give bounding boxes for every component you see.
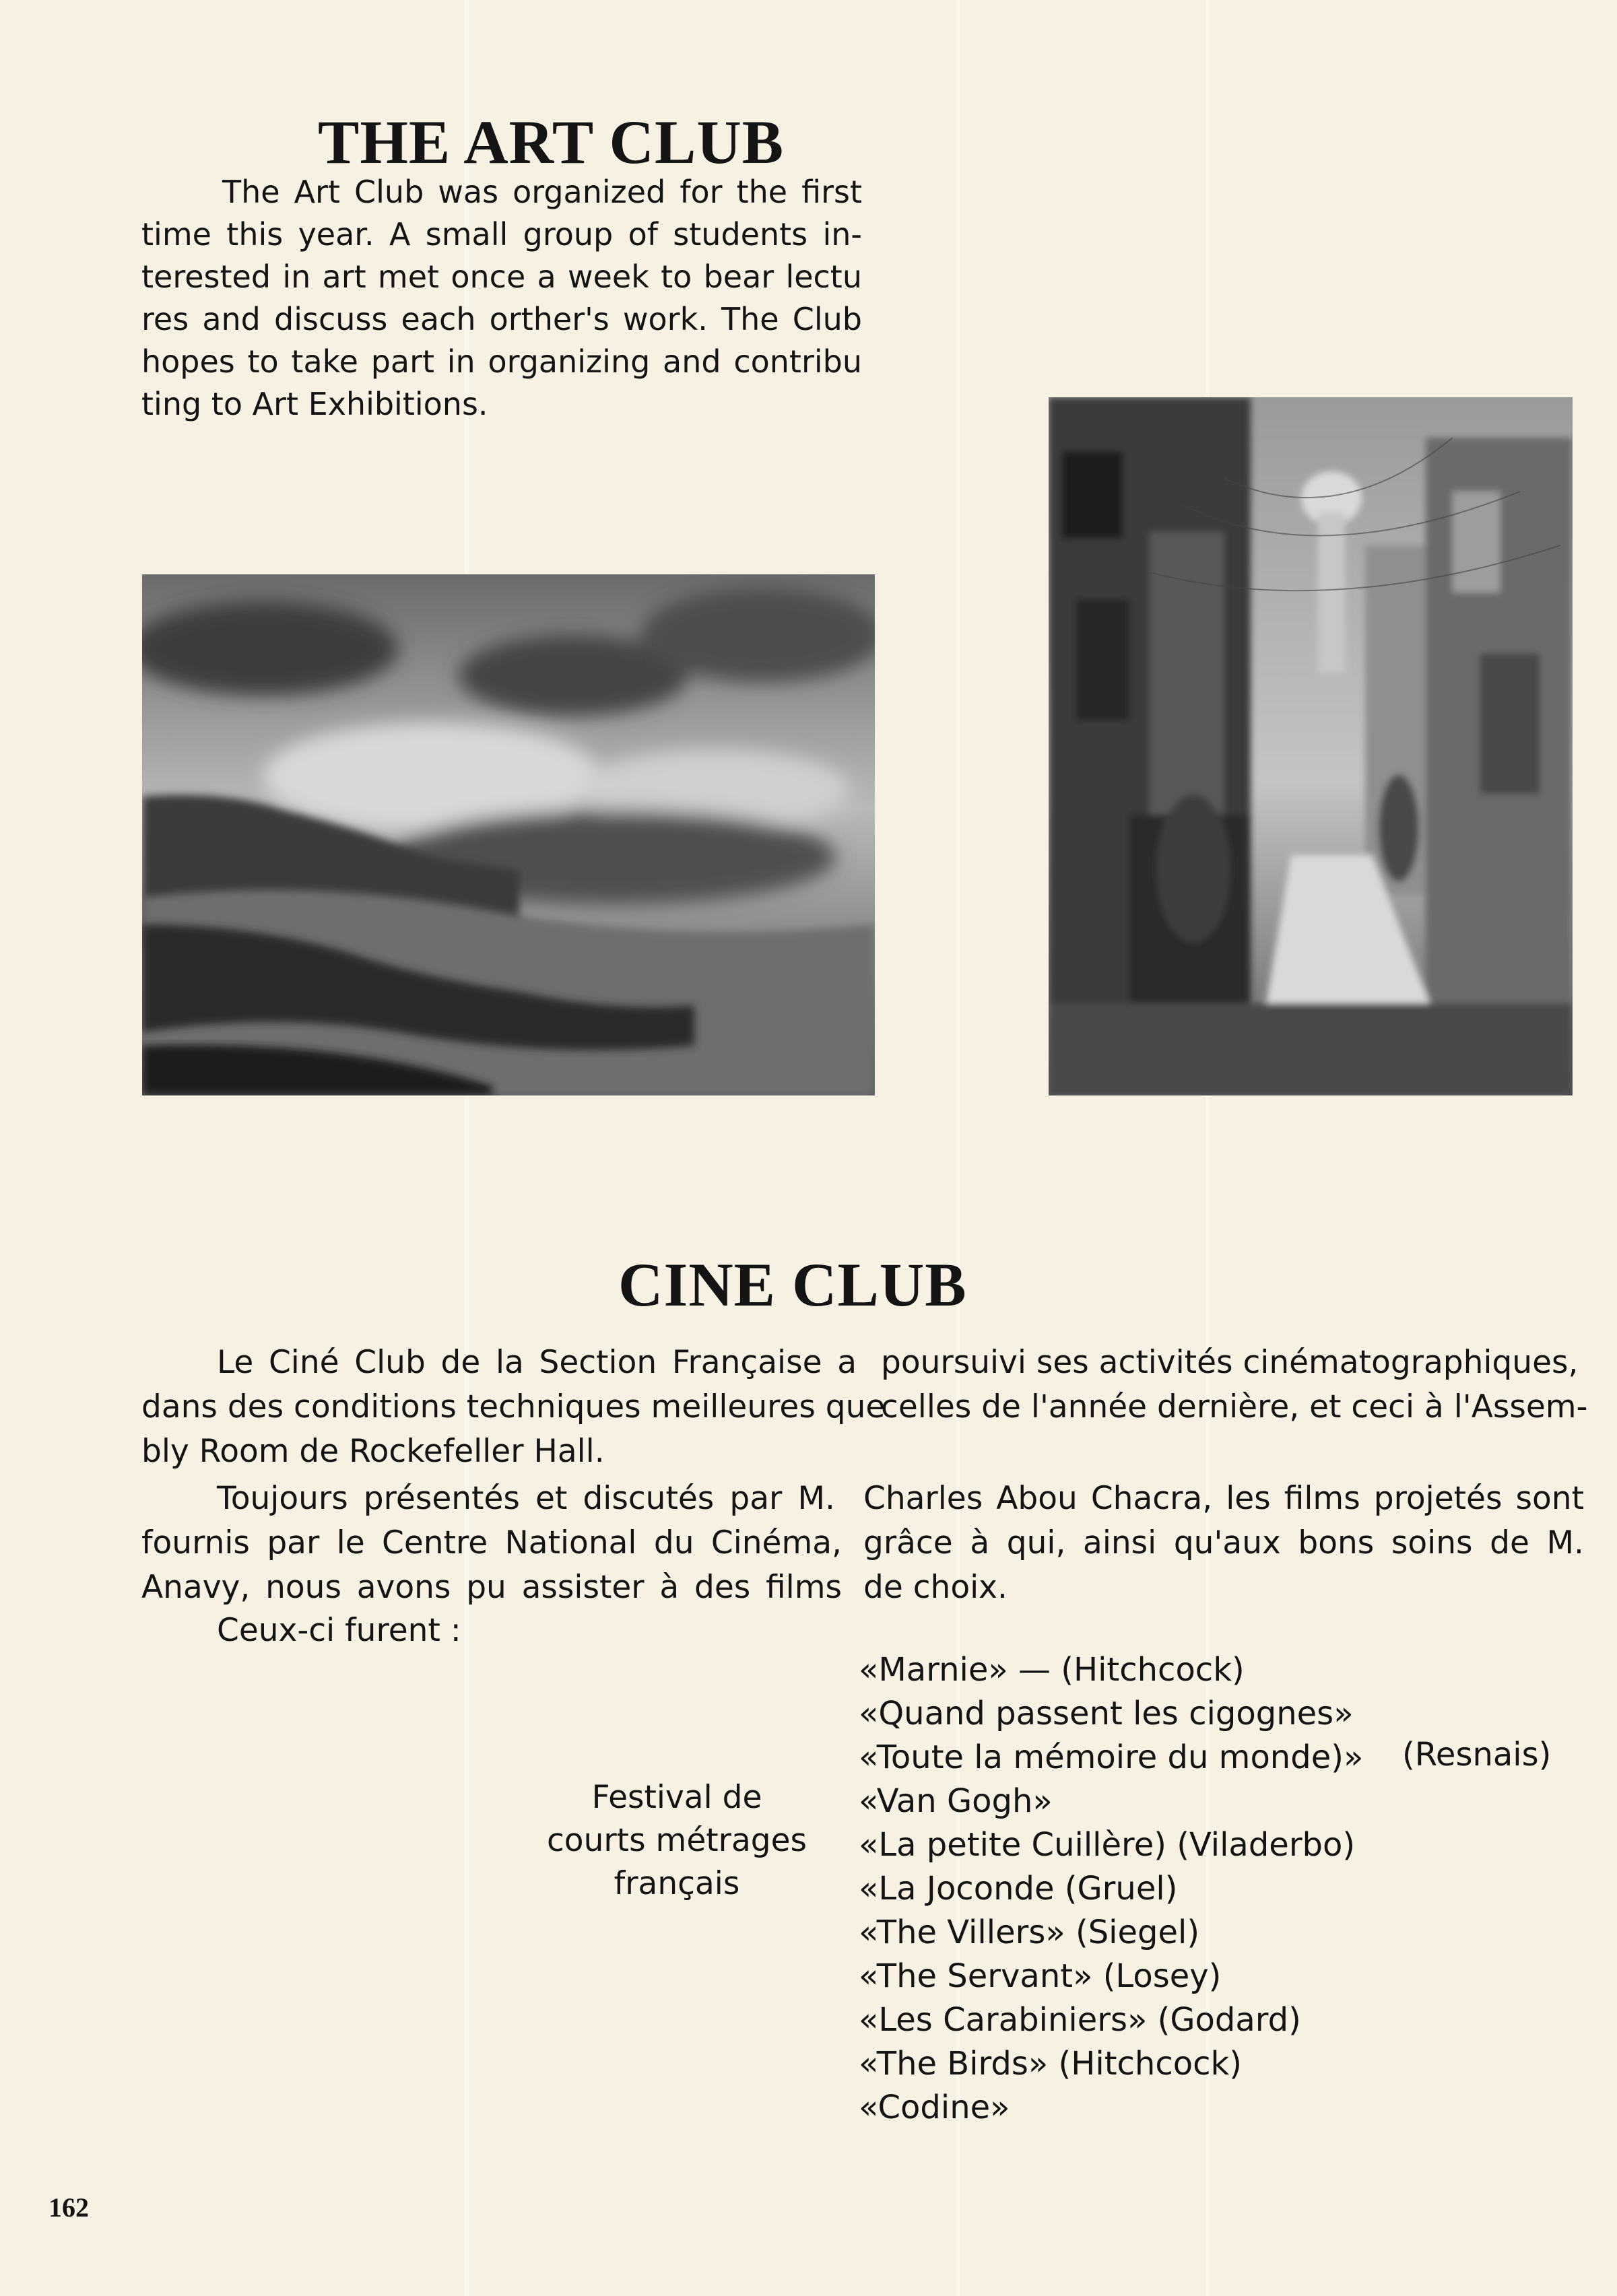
- cine-text-line: celles de l'année dernière, et ceci à l'Assem-: [881, 1388, 1588, 1425]
- film-list-item: «Les Carabiniers» (Godard): [859, 2001, 1301, 2039]
- cine-text-line: Le Ciné Club de la Section Française a: [217, 1344, 857, 1381]
- film-list: [859, 1648, 1363, 2130]
- film-list-item: «Marnie» — (Hitchcock): [859, 1651, 1245, 1689]
- art-club-line: time this year. A small group of students in-: [141, 216, 862, 252]
- art-club-line: res and discuss each orther's work. The Club: [141, 301, 862, 337]
- film-list-item: «Van Gogh»: [859, 1782, 1053, 1820]
- film-list-item: «Toute la mémoire du monde)»: [859, 1738, 1364, 1776]
- landscape-painting-photo: [142, 574, 875, 1095]
- art-club-line: terested in art met once a week to bear lectu: [141, 259, 862, 295]
- cine-text-line: Ceux-ci furent :: [217, 1612, 461, 1649]
- cine-text-line: Anavy, nous avons pu assister à des films: [141, 1569, 842, 1606]
- cine-text-line: poursuivi ses activités cinématographiques,: [881, 1344, 1579, 1381]
- cine-text-line: bly Room de Rockefeller Hall.: [141, 1433, 605, 1470]
- film-list-item: «The Villers» (Siegel): [859, 1914, 1200, 1951]
- film-list-item: «La petite Cuillère) (Viladerbo): [859, 1826, 1356, 1864]
- cine-text-line: Charles Abou Chacra, les films projetés sont: [863, 1480, 1584, 1517]
- festival-label-line: Festival de: [591, 1779, 762, 1816]
- festival-label-line: courts métrages: [546, 1822, 807, 1859]
- cine-text-line: grâce à qui, ainsi qu'aux bons soins de M.: [863, 1524, 1584, 1561]
- art-club-line: hopes to take part in organizing and contribu: [141, 343, 862, 380]
- cine-text-line: de choix.: [863, 1569, 1008, 1606]
- film-list-item: «The Servant» (Losey): [859, 1957, 1222, 1995]
- art-club-line: The Art Club was organized for the first: [222, 174, 862, 210]
- film-list-item: «Quand passent les cigognes»: [859, 1695, 1354, 1732]
- page-number: 162: [48, 2192, 89, 2223]
- art-club-line: ting to Art Exhibitions.: [141, 386, 488, 422]
- festival-label-line: français: [614, 1865, 740, 1902]
- cine-text-line: Toujours présentés et discutés par M.: [217, 1480, 835, 1517]
- festival-label: [525, 1776, 828, 1905]
- film-list-item: «La Joconde (Gruel): [859, 1870, 1178, 1907]
- cine-text-line: fournis par le Centre National du Cinéma,: [141, 1524, 842, 1561]
- resnais-note: (Resnais): [1402, 1736, 1552, 1774]
- cine-text-line: dans des conditions techniques meilleures que: [141, 1388, 886, 1425]
- art-club-title: THE ART CLUB: [318, 108, 785, 176]
- street-painting-photo: [1049, 397, 1573, 1095]
- film-list-item: «Codine»: [859, 2089, 1010, 2126]
- film-list-item: «The Birds» (Hitchcock): [859, 2045, 1242, 2083]
- cine-club-title: CINE CLUB: [618, 1250, 967, 1319]
- art-club-text: [141, 171, 862, 426]
